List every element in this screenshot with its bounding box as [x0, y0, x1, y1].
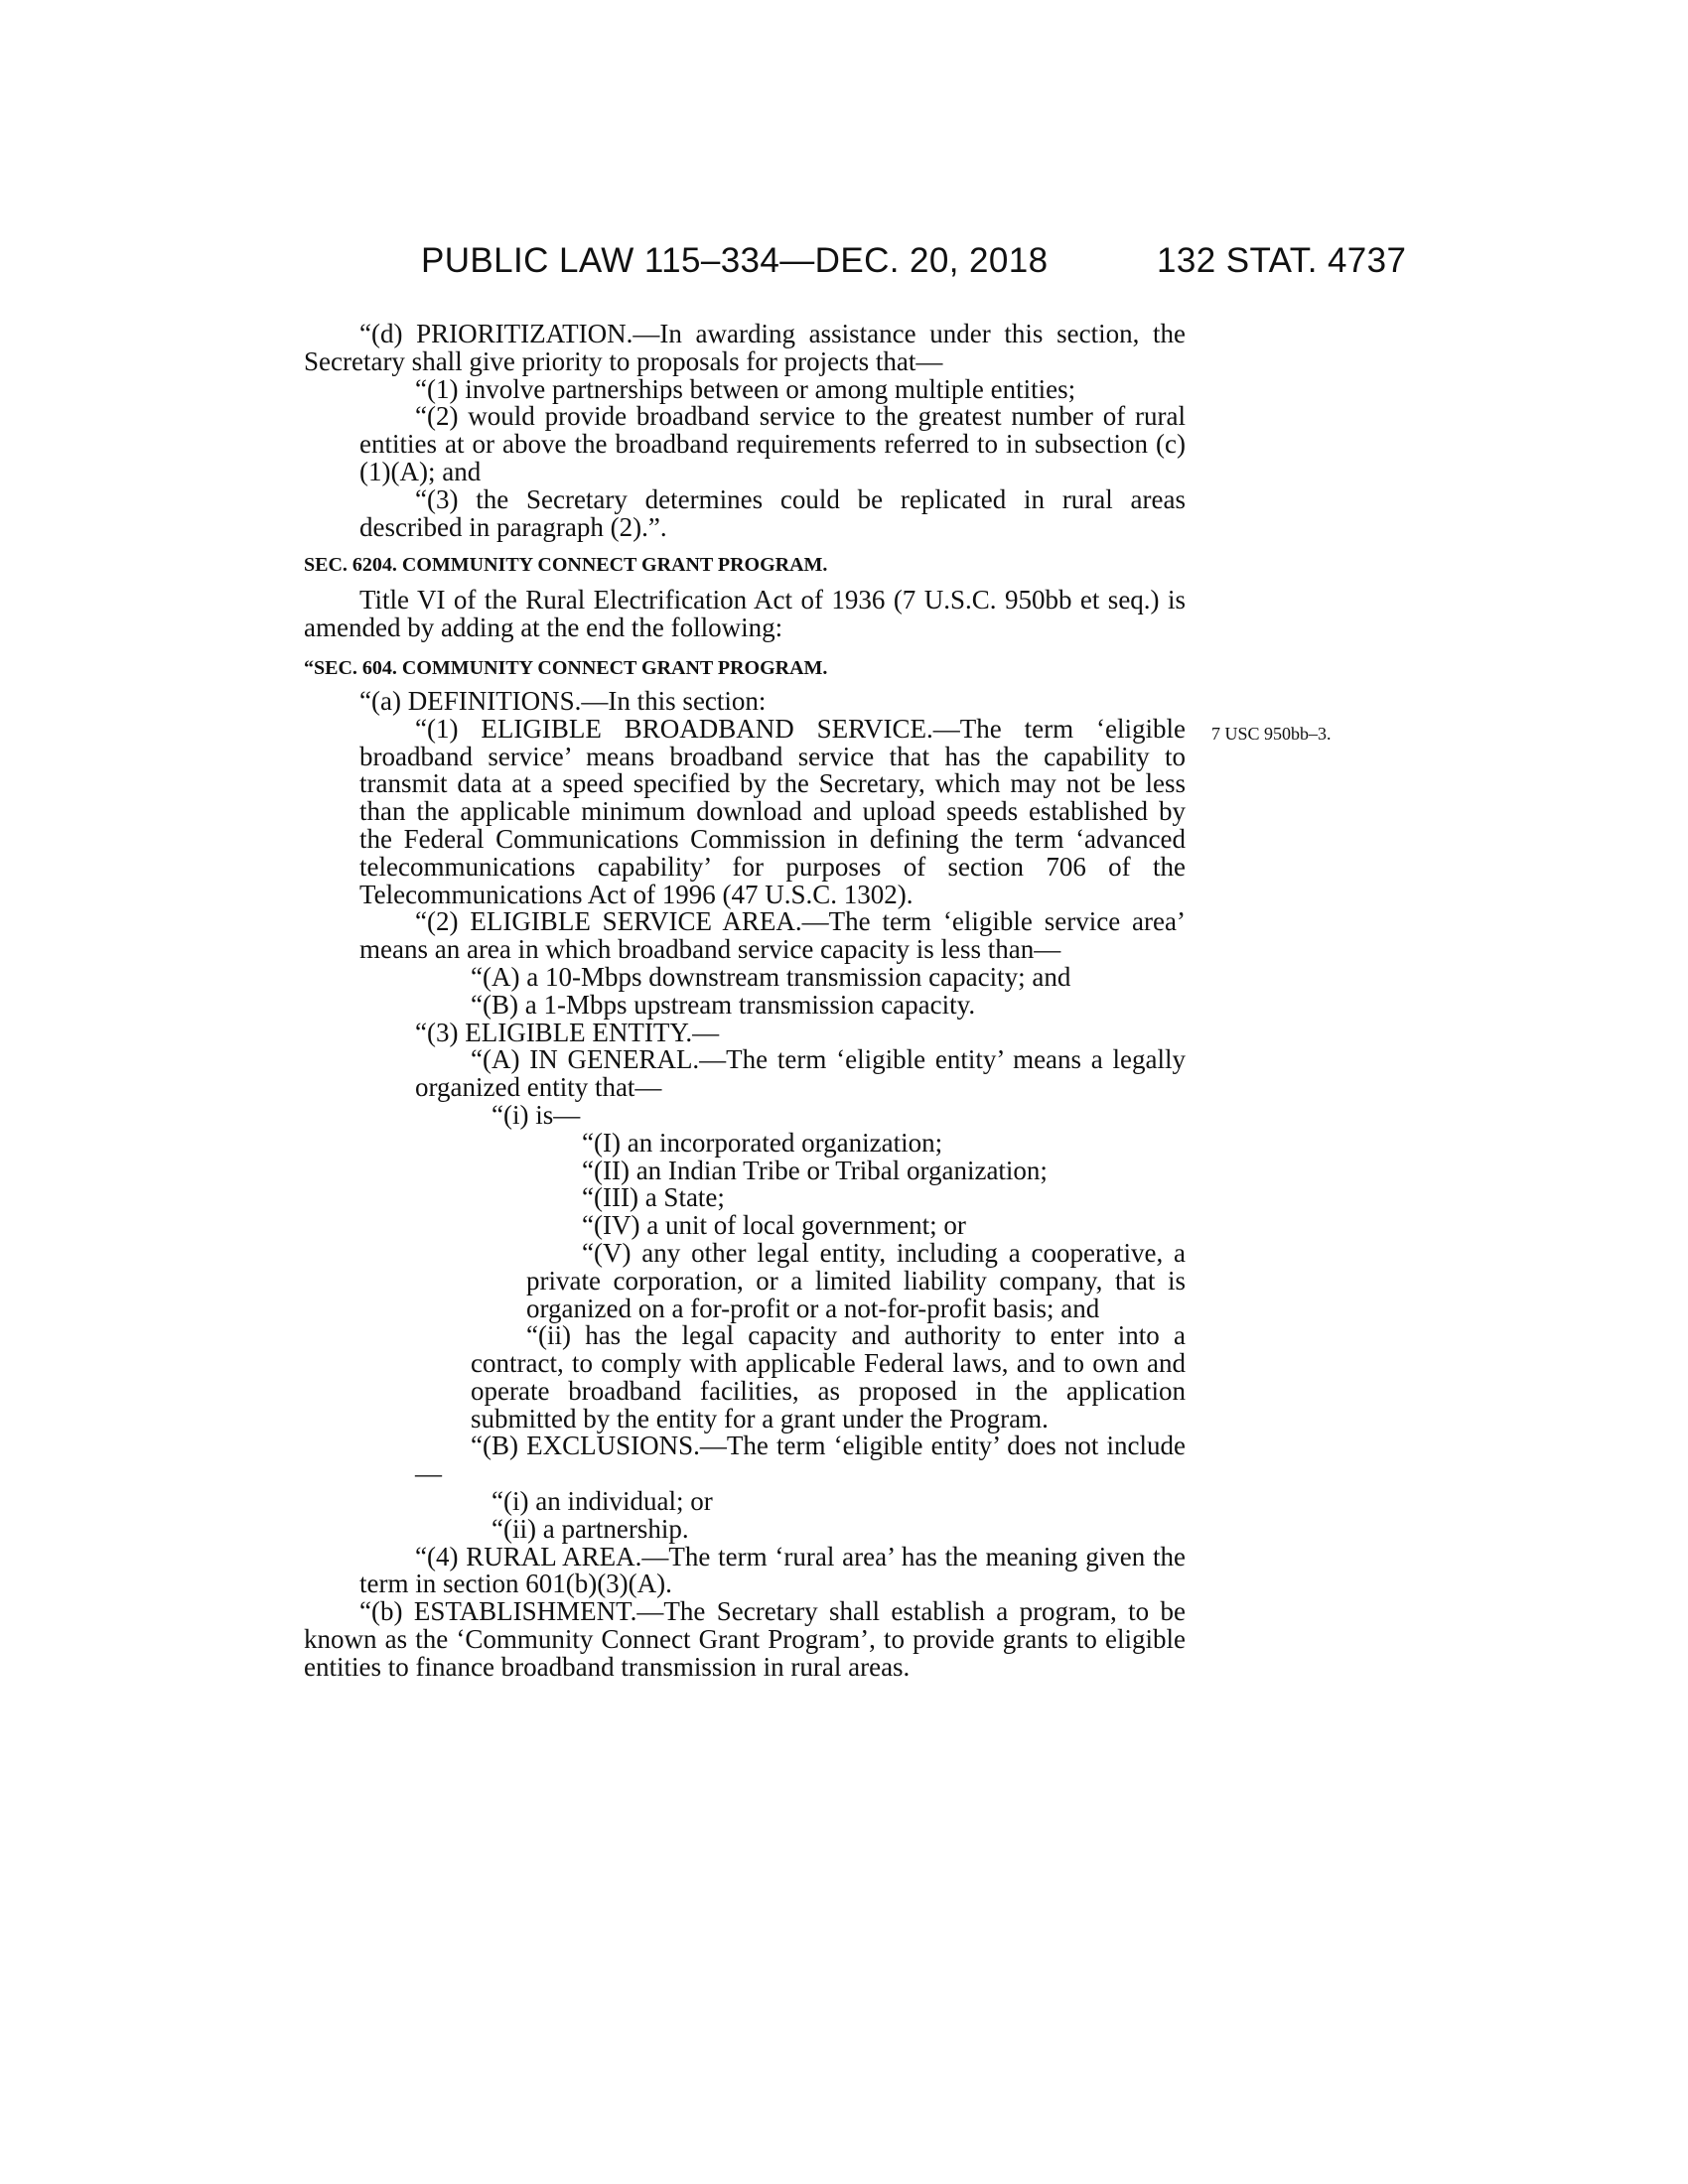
paragraph-item-1: “(1) involve partnerships between or among multiple entities;	[415, 373, 1076, 404]
paragraph-item-3: “(3) the Secretary determines could be replicated in rural areas described in paragraph (2).”.	[359, 483, 1186, 542]
paragraph-definition-3a-i-I: “(I) an incorporated organization;	[582, 1127, 943, 1158]
paragraph-subsection-b: “(b) ESTABLISHMENT.—The Secretary shall establish a program, to be known as the ‘Community Connect Grant Program’, to provide grants to eligible entities to finance broadband transmission in rural areas.	[304, 1596, 1186, 1682]
paragraph-definition-3a-i-II: “(II) an Indian Tribe or Tribal organization;	[582, 1155, 1048, 1185]
paragraph-amendment-intro: Title VI of the Rural Electrification Act of 1936 (7 U.S.C. 950bb et seq.) is amended by adding at the end the following:	[304, 585, 1186, 643]
paragraph-definition-3a-i: “(i) is—	[492, 1099, 581, 1130]
paragraph-definition-2a: “(A) a 10-Mbps downstream transmission capacity; and	[471, 961, 1071, 992]
paragraph-subsection-d: “(d) PRIORITIZATION.—In awarding assistance under this section, the Secretary shall give priority to proposals for projects that—	[304, 319, 1186, 376]
running-header-title: PUBLIC LAW 115–334—DEC. 20, 2018	[421, 241, 1049, 280]
paragraph-definition-3b-i: “(i) an individual; or	[492, 1486, 713, 1517]
paragraph-definition-3a-i-V: “(V) any other legal entity, including a cooperative, a private corporation, or a limited liability company, that is organized on a for-profit or a not-for-profit basis; and	[526, 1237, 1186, 1323]
paragraph-definition-3a: “(A) IN GENERAL.—The term ‘eligible entity’ means a legally organized entity that—	[415, 1044, 1186, 1103]
paragraph-definition-2: “(2) ELIGIBLE SERVICE AREA.—The term ‘eligible service area’ means an area in which broadband service capacity is less than—	[359, 906, 1186, 965]
margin-citation-note: 7 USC 950bb–3.	[1211, 724, 1332, 744]
paragraph-definition-3a-i-III: “(III) a State;	[582, 1182, 725, 1213]
paragraph-definition-4: “(4) RURAL AREA.—The term ‘rural area’ has the meaning given the term in section 601(b)(3)(A).	[359, 1541, 1186, 1599]
section-heading-604: “SEC. 604. COMMUNITY CONNECT GRANT PROGRAM.	[304, 656, 828, 679]
paragraph-item-2: “(2) would provide broadband service to the greatest number of rural entities at or above the broadband requirements referred to in subsection (c)(1)(A); and	[359, 401, 1186, 486]
section-heading-6204: SEC. 6204. COMMUNITY CONNECT GRANT PROGRAM.	[304, 554, 828, 577]
paragraph-definition-3a-ii: “(ii) has the legal capacity and authority to enter into a contract, to comply with applicable Federal laws, and to own and operate broadband facilities, as proposed in the application submitted by the entity for a grant under the Program.	[471, 1320, 1186, 1433]
paragraph-definition-3b: “(B) EXCLUSIONS.—The term ‘eligible entity’ does not include—	[415, 1431, 1186, 1489]
document-body	[304, 321, 1186, 1682]
paragraph-definition-3b-ii: “(ii) a partnership.	[492, 1513, 689, 1544]
paragraph-definition-3: “(3) ELIGIBLE ENTITY.—	[415, 1017, 720, 1047]
paragraph-definition-1: “(1) ELIGIBLE BROADBAND SERVICE.—The term ‘eligible broadband service’ means broadband service that has the capability to transmit data at a speed specified by the Secretary, which may not be less than the applicable minimum download and upload speeds established by the Federal Communications Commission in defining the term ‘advanced telecommunications capability’ for purposes of section 706 of the Telecommunications Act of 1996 (47 U.S.C. 1302).	[359, 713, 1186, 909]
paragraph-subsection-a: “(a) DEFINITIONS.—In this section:	[359, 685, 767, 716]
running-header-stat-page: 132 STAT. 4737	[1157, 241, 1407, 280]
paragraph-definition-3a-i-IV: “(IV) a unit of local government; or	[582, 1210, 966, 1241]
paragraph-definition-2b: “(B) a 1-Mbps upstream transmission capacity.	[471, 989, 976, 1020]
